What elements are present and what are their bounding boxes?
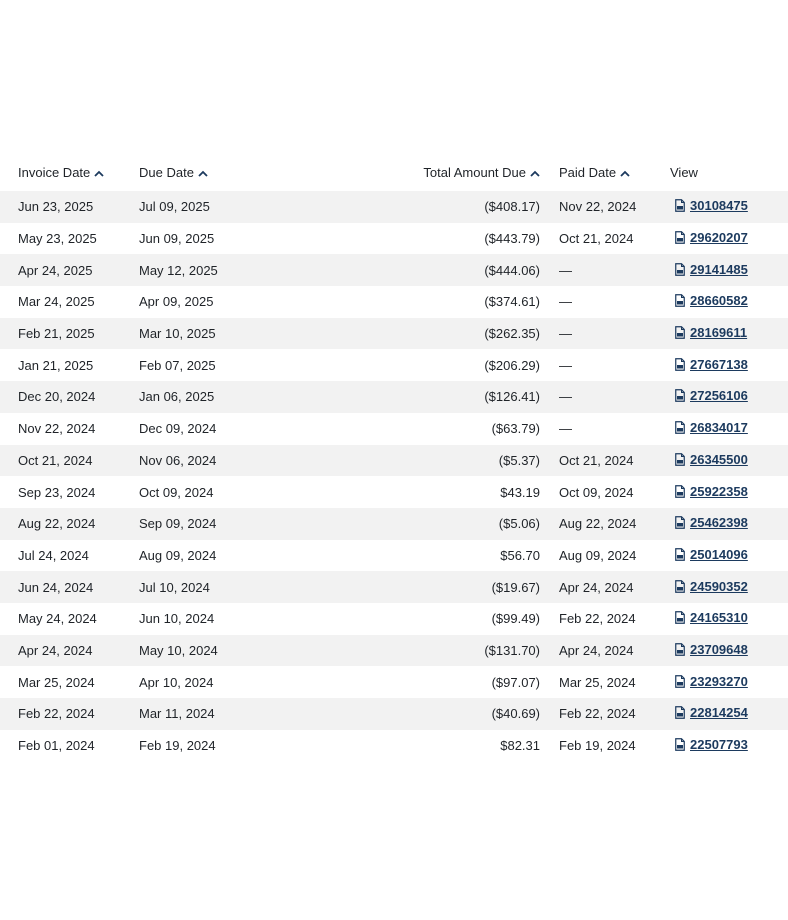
view-invoice-link[interactable] (675, 325, 747, 340)
due-date-cell: May 12, 2025 (139, 262, 218, 278)
total-amount-due-cell: ($206.29) (484, 357, 540, 373)
invoice-number[interactable]: 22507793 (690, 737, 748, 753)
column-header-view (670, 153, 788, 191)
column-header-due-date[interactable] (139, 153, 269, 191)
view-cell (670, 445, 788, 477)
total-amount-due-cell: ($63.79) (491, 421, 540, 437)
invoice-number[interactable]: 28169611 (690, 325, 748, 341)
table-row (0, 286, 788, 318)
invoice-date-cell: Mar 25, 2024 (18, 674, 95, 690)
column-header-label: View (670, 164, 698, 180)
column-header-label: Total Amount Due (423, 164, 526, 180)
invoice-number[interactable]: 27256106 (690, 388, 748, 404)
due-date-cell: Jul 10, 2024 (139, 579, 210, 595)
document-icon[interactable] (675, 199, 685, 212)
document-icon[interactable] (675, 421, 685, 434)
document-icon[interactable] (675, 263, 685, 276)
invoice-date-cell: Dec 20, 2024 (18, 389, 96, 405)
document-icon[interactable] (675, 706, 685, 719)
view-invoice-link[interactable] (675, 357, 748, 372)
table-row (0, 318, 788, 350)
total-amount-due-cell: ($262.35) (484, 326, 540, 342)
paid-date-cell: Oct 21, 2024 (559, 452, 634, 468)
invoice-number[interactable]: 23293270 (690, 673, 748, 689)
invoice-number[interactable]: 29141485 (690, 261, 748, 277)
view-invoice-link[interactable] (675, 610, 748, 625)
invoice-number[interactable]: 28660582 (690, 293, 748, 309)
document-icon[interactable] (675, 389, 685, 402)
view-invoice-link[interactable] (675, 230, 748, 245)
due-date-cell: Jun 10, 2024 (139, 611, 215, 627)
invoice-number[interactable]: 25922358 (690, 483, 748, 499)
paid-date-cell: — (559, 357, 572, 373)
document-icon[interactable] (675, 485, 685, 498)
document-icon[interactable] (675, 548, 685, 561)
table-row (0, 603, 788, 635)
view-cell (670, 254, 788, 286)
invoice-number[interactable]: 30108475 (690, 198, 748, 214)
paid-date-cell: — (559, 421, 572, 437)
table-row (0, 413, 788, 445)
document-icon[interactable] (675, 358, 685, 371)
table-row (0, 191, 788, 223)
due-date-cell: Mar 11, 2024 (139, 706, 215, 722)
paid-date-cell: Feb 19, 2024 (559, 738, 636, 754)
view-cell (670, 381, 788, 413)
due-date-cell: Apr 10, 2024 (139, 674, 214, 690)
document-icon[interactable] (675, 611, 685, 624)
view-invoice-link[interactable] (675, 705, 748, 720)
total-amount-due-cell: ($444.06) (484, 262, 540, 278)
paid-date-cell: Oct 09, 2024 (559, 484, 634, 500)
table-row (0, 540, 788, 572)
header-row (0, 153, 788, 191)
view-invoice-link[interactable] (675, 579, 748, 594)
chevron-up-icon[interactable] (530, 170, 540, 177)
invoice-date-cell: Jul 24, 2024 (18, 547, 89, 563)
due-date-cell: May 10, 2024 (139, 642, 218, 658)
paid-date-cell: Mar 25, 2024 (559, 674, 636, 690)
view-cell (670, 666, 788, 698)
view-invoice-link[interactable] (675, 515, 748, 530)
column-header-label: Paid Date (559, 164, 617, 180)
view-invoice-link[interactable] (675, 642, 748, 657)
table-row (0, 508, 788, 540)
view-cell (670, 698, 788, 730)
paid-date-cell: Apr 24, 2024 (559, 579, 634, 595)
document-icon[interactable] (675, 580, 685, 593)
invoice-date-cell: Feb 21, 2025 (18, 326, 95, 342)
view-invoice-link[interactable] (675, 484, 748, 499)
total-amount-due-cell: ($408.17) (484, 199, 540, 215)
view-cell (670, 223, 788, 255)
invoice-number[interactable]: 25014096 (690, 546, 748, 562)
invoice-number[interactable]: 22814254 (690, 705, 748, 721)
document-icon[interactable] (675, 294, 685, 307)
paid-date-cell: Feb 22, 2024 (559, 706, 636, 722)
table-body (0, 191, 788, 761)
invoice-number[interactable]: 24590352 (690, 578, 748, 594)
document-icon[interactable] (675, 738, 685, 751)
due-date-cell: Nov 06, 2024 (139, 452, 217, 468)
paid-date-cell: Oct 21, 2024 (559, 231, 634, 247)
invoice-date-cell: Sep 23, 2024 (18, 484, 96, 500)
invoice-date-cell: Oct 21, 2024 (18, 452, 93, 468)
total-amount-due-cell: ($443.79) (484, 231, 540, 247)
invoice-date-cell: Jun 24, 2024 (18, 579, 94, 595)
invoice-date-cell: May 24, 2024 (18, 611, 97, 627)
total-amount-due-cell: $43.19 (500, 484, 540, 500)
invoice-number[interactable]: 24165310 (690, 610, 748, 626)
invoice-date-cell: Apr 24, 2025 (18, 262, 93, 278)
view-cell (670, 635, 788, 667)
total-amount-due-cell: $82.31 (500, 738, 540, 754)
column-header-label: Due Date (139, 164, 194, 180)
view-invoice-link[interactable] (675, 452, 748, 467)
due-date-cell: Oct 09, 2024 (139, 484, 214, 500)
view-invoice-link[interactable] (675, 674, 748, 689)
due-date-cell: Jun 09, 2025 (139, 231, 215, 247)
due-date-cell: Feb 07, 2025 (139, 357, 216, 373)
invoice-number[interactable]: 25462398 (690, 515, 748, 531)
table-row (0, 445, 788, 477)
document-icon[interactable] (675, 326, 685, 339)
chevron-up-icon[interactable] (620, 170, 630, 177)
invoice-date-cell: May 23, 2025 (18, 231, 97, 247)
view-cell (670, 730, 788, 762)
view-cell (670, 508, 788, 540)
total-amount-due-cell: ($126.41) (484, 389, 540, 405)
view-invoice-link[interactable] (675, 420, 748, 435)
column-header-total-amount-due[interactable] (269, 153, 559, 191)
view-invoice-link[interactable] (675, 198, 748, 213)
chevron-up-icon[interactable] (94, 170, 104, 177)
invoice-date-cell: Apr 24, 2024 (18, 642, 93, 658)
due-date-cell: Apr 09, 2025 (139, 294, 214, 310)
table-row (0, 223, 788, 255)
total-amount-due-cell: ($131.70) (484, 642, 540, 658)
column-header-paid-date[interactable] (559, 153, 670, 191)
column-header-label: Invoice Date (18, 164, 91, 180)
paid-date-cell: Aug 22, 2024 (559, 516, 637, 532)
view-cell (670, 476, 788, 508)
table-row (0, 635, 788, 667)
invoice-table (0, 153, 788, 761)
due-date-cell: Jul 09, 2025 (139, 199, 210, 215)
table-row (0, 381, 788, 413)
due-date-cell: Sep 09, 2024 (139, 516, 217, 532)
total-amount-due-cell: $56.70 (500, 547, 540, 563)
total-amount-due-cell: ($19.67) (491, 579, 540, 595)
due-date-cell: Mar 10, 2025 (139, 326, 216, 342)
view-cell (670, 349, 788, 381)
document-icon[interactable] (675, 643, 685, 656)
invoice-number[interactable]: 27667138 (690, 356, 748, 372)
due-date-cell: Aug 09, 2024 (139, 547, 217, 563)
table-row (0, 476, 788, 508)
invoice-date-cell: Mar 24, 2025 (18, 294, 95, 310)
paid-date-cell: — (559, 262, 572, 278)
table-row (0, 349, 788, 381)
invoice-date-cell: Aug 22, 2024 (18, 516, 96, 532)
total-amount-due-cell: ($5.06) (498, 516, 540, 532)
due-date-cell: Feb 19, 2024 (139, 738, 216, 754)
document-icon[interactable] (675, 453, 685, 466)
view-invoice-link[interactable] (675, 293, 748, 308)
total-amount-due-cell: ($97.07) (491, 674, 540, 690)
table-row (0, 254, 788, 286)
chevron-up-icon[interactable] (198, 170, 208, 177)
invoice-date-cell: Feb 01, 2024 (18, 738, 95, 754)
view-cell (670, 540, 788, 572)
paid-date-cell: Nov 22, 2024 (559, 199, 637, 215)
document-icon[interactable] (675, 516, 685, 529)
view-cell (670, 603, 788, 635)
table-row (0, 730, 788, 762)
invoice-number[interactable]: 23709648 (690, 641, 748, 657)
paid-date-cell: Aug 09, 2024 (559, 547, 637, 563)
invoice-number[interactable]: 29620207 (690, 230, 748, 246)
invoice-date-cell: Jan 21, 2025 (18, 357, 94, 373)
paid-date-cell: Apr 24, 2024 (559, 642, 634, 658)
invoice-date-cell: Feb 22, 2024 (18, 706, 95, 722)
table-header (0, 153, 788, 191)
view-cell (670, 286, 788, 318)
total-amount-due-cell: ($374.61) (484, 294, 540, 310)
total-amount-due-cell: ($5.37) (498, 452, 540, 468)
invoice-table-container (0, 153, 748, 761)
invoice-number[interactable]: 26834017 (690, 420, 748, 436)
view-invoice-link[interactable] (675, 262, 748, 277)
document-icon[interactable] (675, 231, 685, 244)
view-cell (670, 413, 788, 445)
due-date-cell: Dec 09, 2024 (139, 421, 217, 437)
view-cell (670, 571, 788, 603)
total-amount-due-cell: ($99.49) (491, 611, 540, 627)
invoice-date-cell: Jun 23, 2025 (18, 199, 94, 215)
column-header-invoice-date[interactable] (0, 153, 139, 191)
table-row (0, 666, 788, 698)
invoice-date-cell: Nov 22, 2024 (18, 421, 96, 437)
document-icon[interactable] (675, 675, 685, 688)
view-cell (670, 191, 788, 223)
view-cell (670, 318, 788, 350)
invoice-number[interactable]: 26345500 (690, 451, 748, 467)
total-amount-due-cell: ($40.69) (491, 706, 540, 722)
due-date-cell: Jan 06, 2025 (139, 389, 215, 405)
view-invoice-link[interactable] (675, 737, 748, 752)
paid-date-cell: — (559, 294, 572, 310)
paid-date-cell: — (559, 389, 572, 405)
view-invoice-link[interactable] (675, 547, 748, 562)
table-row (0, 571, 788, 603)
table-row (0, 698, 788, 730)
view-invoice-link[interactable] (675, 388, 748, 403)
paid-date-cell: — (559, 326, 572, 342)
paid-date-cell: Feb 22, 2024 (559, 611, 636, 627)
